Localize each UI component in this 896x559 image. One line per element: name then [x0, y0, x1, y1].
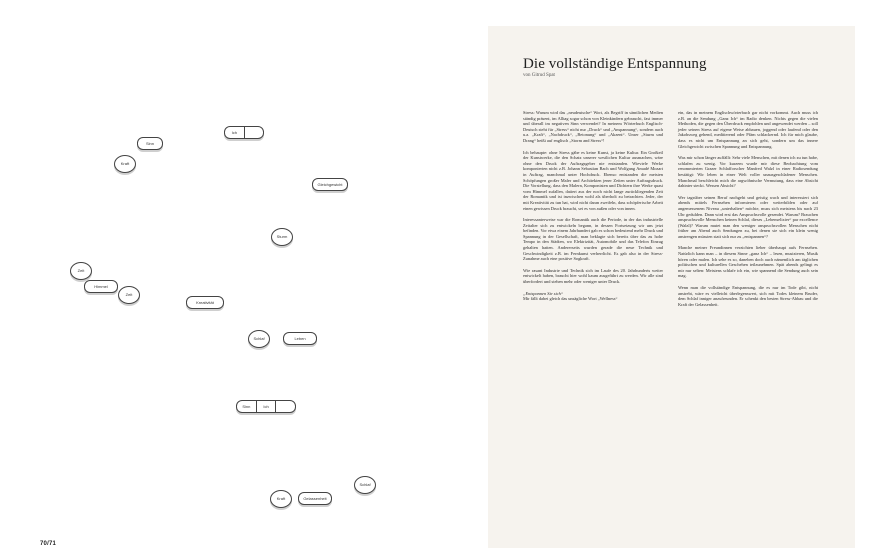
- paragraph: Interessanterweise war die Romantik auch die Periode, in der das industrielle Zeitalter sich zu entwickeln begann, in dessen Fortsetzung wir uns jetzt befinden. Vor etwa einem Jahrhundert gab es schon bedeutend mehr Druck und Spannung in der Gesellschaft, man beklagte sich bereits über das zu hohe Tempo in den Städten, wo Elektrizität, Automobile und das Telefon Einzug gehalten hatten. Andererseits wurden gerade die neue Technik und Geschwindigkeit z.B. im Fernkunst verherrlicht. Es gab also in der Stress-Zunahme auch eine positive Sogkraft.: [523, 217, 663, 262]
- text-column-2: [678, 110, 818, 313]
- token-label: Gleichgewicht: [317, 182, 343, 187]
- right-page-article: [488, 26, 855, 548]
- token-label: Leben: [294, 336, 306, 341]
- token-pill: [186, 296, 224, 309]
- paragraph: Ich behaupte: ohne Stress gäbe es keine Kunst, ja keine Kultur. Ein Großteil der Kunstwerke, die den Schatz unserer westlichen Kultur ausmachen, wäre ohne den Druck der Auftragsgeber nie entstanden. Wieviele Werke komponierten nicht z.B. Johann Sebastian Bach und Wolfgang Amadé Mozart in Auftrag, manchmal unter Hochdruck. Ebenso entstanden die meisten Schöpfungen großer Maler und Architekten jener Zeiten unter Auftragsdruck. Die Vorstellung, dass den Malern, Komponisten und Dichtern ihre Werke quasi vom Himmel zufallen, datiert aus der noch nicht lange zurückliegenden Zeit der Romantik und ist inzwischen wohl als überholt zu betrachten. Jeder, der mit Kreativität zu tun hat, wird nicht daran zweifeln, dass schöpferische Arbeit einen gewissen Druck braucht, sei es von außen oder von innen.: [523, 149, 663, 211]
- token-round: [114, 155, 136, 173]
- page-number: 70/71: [40, 541, 57, 547]
- token-label: Ich: [231, 130, 237, 135]
- token-label: Sturm: [276, 234, 288, 239]
- token-label: Schlaf: [253, 336, 265, 341]
- token-label: Ich: [256, 401, 276, 412]
- token-pill: [224, 126, 264, 139]
- subheading: „Entspannen Sie sich“: [523, 290, 564, 296]
- token-round: [70, 262, 92, 280]
- token-round: [270, 490, 292, 508]
- token-round: [354, 476, 376, 494]
- token-pill: [312, 178, 348, 191]
- article-title: Die vollständige Entspannung: [523, 56, 707, 72]
- token-label: Zeit: [125, 292, 133, 297]
- token-label: Kraft: [120, 161, 130, 166]
- paragraph: Mir fällt dabei gleich das unsägliche Wort „Wellness“: [523, 296, 618, 302]
- token-label: Kraft: [276, 496, 286, 501]
- token-pill: [137, 137, 163, 150]
- token-round: [271, 228, 293, 246]
- token-label: Sinn: [145, 141, 154, 146]
- token-round: [118, 286, 140, 304]
- token-label: Sinn: [242, 404, 251, 409]
- paragraph: ein, das in meinem Englischwörterbuch gar nicht vorkommt. Auch muss ich z.B. an die Sendung „Ganz Ich“ im Radio denken. Nichts gegen die vielen Methoden, die gegen den Überdruck empfohlen und angewendet werden – soll jeder seinen Stress auf eigene Weise abbauen, joggend oder laufend oder den Jakobsweg gehend, meditierend oder Pfäm schlackernd. Ich für mich glaube, dass es nicht um Entspannung an sich geht, sondern um das innere Gleichgewicht zwischen Spannung und Entspannung.: [678, 110, 818, 149]
- token-label: [275, 401, 295, 412]
- paragraph: Wie rasant Industrie und Technik sich im Laufe des 20. Jahrhunderts weiter entwickelt haben, braucht hier wohl kaum ausgeführt zu werden. Wir alle sind überfordert und stehen mehr oder weniger unter Druck.: [523, 267, 663, 285]
- token-label: [244, 127, 264, 138]
- token-label: Himmel: [94, 284, 108, 289]
- token-pill: [298, 492, 332, 505]
- token-pill: [283, 332, 317, 345]
- token-pill: [236, 400, 296, 413]
- paragraph: Stress: Warum wird das „neudeutsche“ Wort, als Begriff in sämtlichen Medien ständig präsent, im Alltag sogar schon von Kleinkindern gebraucht, fast immer und überall im negativen Sinn verwendet? In meinem Wörterbuch Englisch-Deutsch steht für „Stress“ nicht nur „Druck“ und „Anspannung“, sondern auch u.a. „Kraft“, „Nachdruck“, „Betonung“ und „Akzent“. Unser „Sturm und Drang“ heißt auf englisch „Storm and Stress“!: [523, 110, 663, 143]
- paragraph: Manche meiner Freundinnen verzichten lieber überhaupt aufs Fernsehen. Natürlich kann man – in diesem Sinne „ganz Ich“ – lesen, musizieren, Musik hören oder malen. Ich sehe es so, daneben doch auch nämentlich am täglichen politischen und kulturellen Geschehen teilzunehmen. Spät abends gelingt es mir nur selten: Meistens schlafe ich ein, wie spannend die Sendung auch sein mag.: [678, 245, 818, 279]
- article-author: von Gitrud Spat: [523, 73, 555, 78]
- token-label: Zeit: [77, 268, 85, 273]
- paragraph: Wenn man die vollständige Entspannung, die es nur im Tode gibt, nicht anstrebt, wäre es vielleicht überlegenswert, sich mit Todes kleinem Bruder, dem Schlaf inniger anzufreunden. Er schenkt den besten Stress-Abbau und die Kraft der Gelassenheit.: [678, 285, 818, 307]
- token-round: [248, 330, 270, 348]
- token-label: Gelassenheit: [303, 496, 327, 501]
- token-label: Schlaf: [359, 482, 371, 487]
- paragraph: Wer tagsüber seinen Beruf nachgeht und geistig wach und interessiert sich abends mittels Fernsehen informieren oder weiterbilden oder auf angemessenem Niveau „unterhalten“ möchte, muss sich meistens bis nach 23 Uhr gedulden. Dann wird erst das Anspruchsvolle gesendet. Warum? Brauchen anspruchsvolle Menschen keinen Schlaf, dieses „Lebenselixier“ par excellence (Walzl)? Warum mutet man den weniger anspruchsvollen Menschen nicht früher am Abend auch Sendungen zu, bei denen sie sich ein klein wenig anstrengen müssten statt sich nur zu „entspannen“?: [678, 194, 818, 239]
- paragraph: Was mir schon länger auffällt: Sehr viele Menschen, mit denen ich zu tun habe, schlafen zu wenig. Vor kurzem wurde mir diese Beobachtung vom renommierten Grazer Schlafforscher Manfred Walzl in einer Radiosendung bestätigt: Wir leben in einer Welt voller unausgeschlafener Menschen. Manchmal beschleicht mich die argwöhnische Vermutung, dass eine Absicht dahinter steckt. Wessen Absicht?: [678, 155, 818, 189]
- token-pill: [84, 280, 118, 293]
- token-label: Kreativität: [196, 300, 214, 305]
- text-column-1: [523, 110, 663, 308]
